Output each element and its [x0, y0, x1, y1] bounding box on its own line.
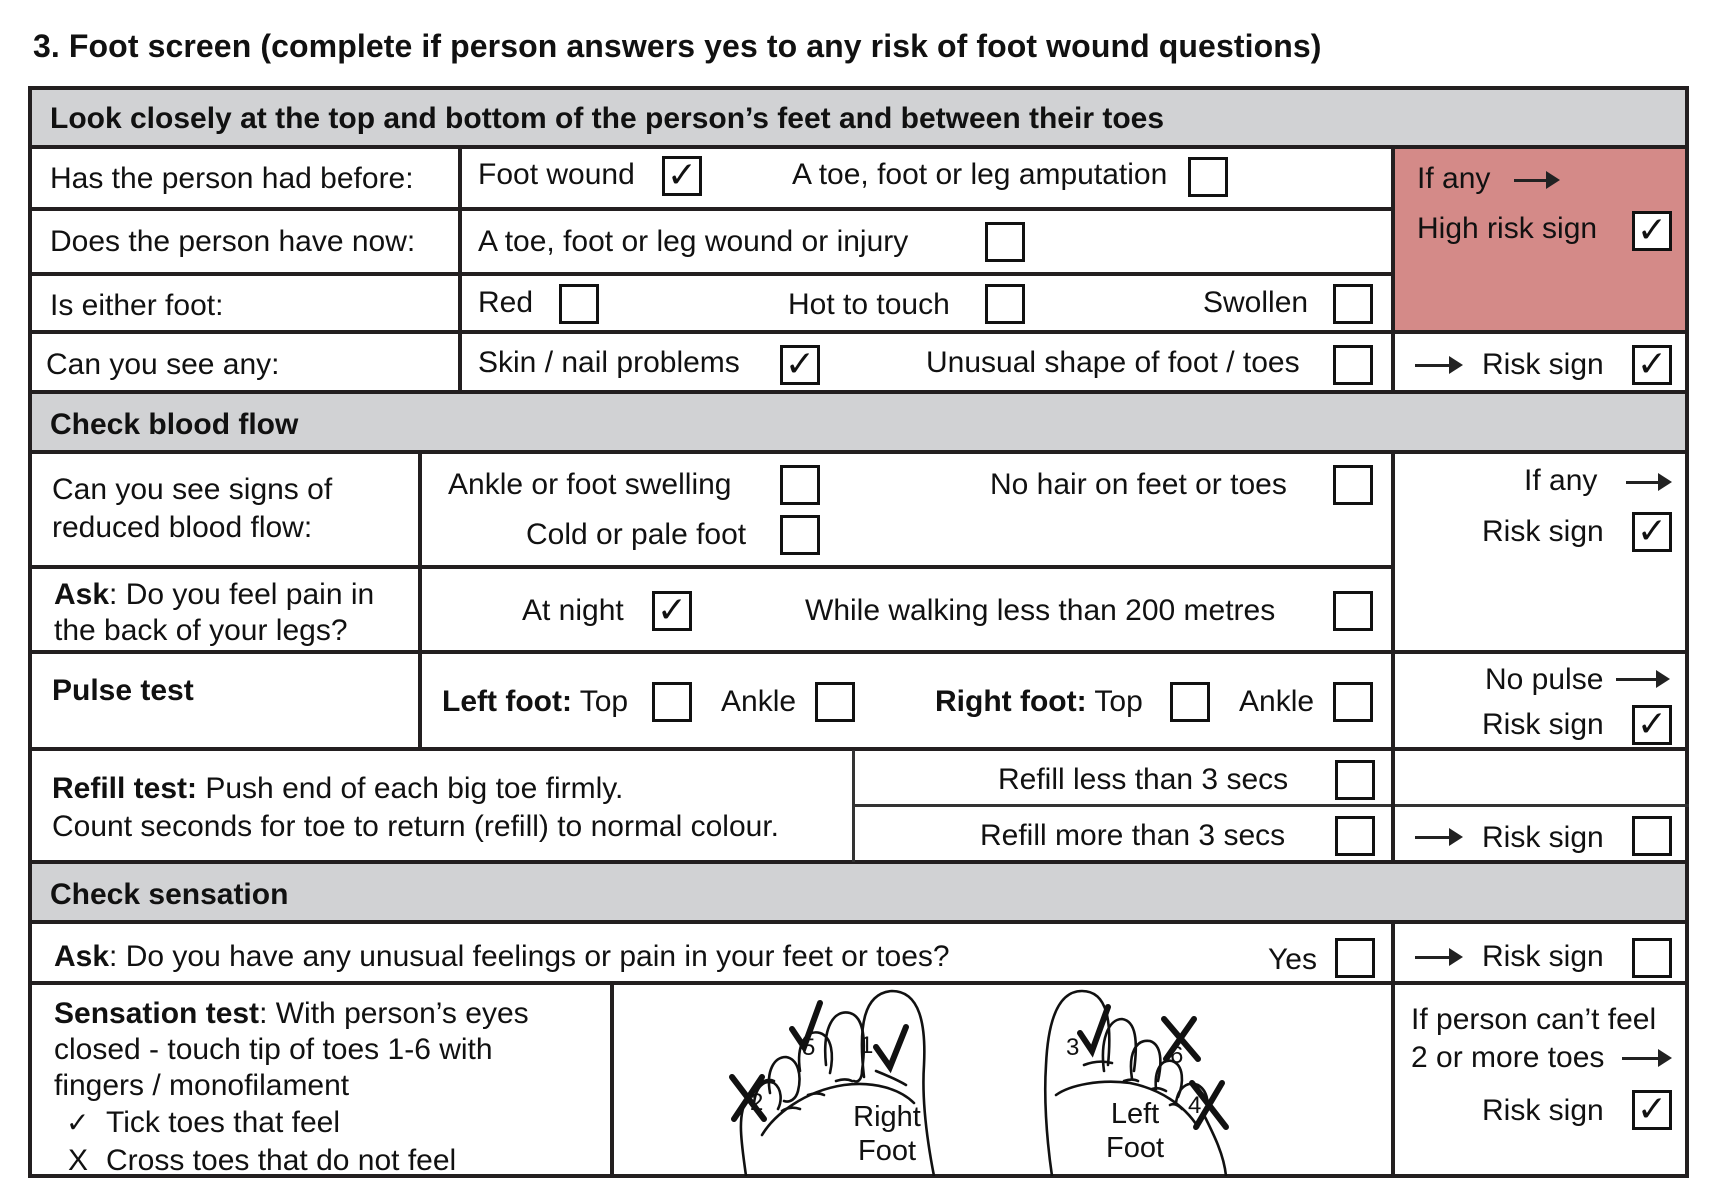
toe-number-6: 6 [1170, 1042, 1184, 1069]
risk-sign-label-sensation: Risk sign [1482, 940, 1604, 973]
arrow-right-icon [1626, 481, 1668, 484]
left-top-label: Top [579, 685, 629, 718]
check-icon: ✓ [1636, 1089, 1668, 1130]
foot-wound-checkbox[interactable] [662, 156, 702, 196]
row-label-see-any: Can you see any: [46, 348, 280, 381]
right-ankle-checkbox[interactable] [1333, 682, 1373, 722]
tick-toe-5-icon [792, 1003, 820, 1047]
hot-to-touch-label: Hot to touch [788, 288, 950, 321]
risk-sign-label-blood: Risk sign [1482, 515, 1604, 548]
divider [1391, 147, 1395, 392]
left-ankle-checkbox[interactable] [815, 682, 855, 722]
check-icon: ✓ [784, 344, 816, 385]
skin-nail-label: Skin / nail problems [478, 346, 740, 379]
yes-label: Yes [1268, 943, 1317, 976]
no-hair-label: No hair on feet or toes [990, 468, 1287, 501]
risk-sign-checkbox-pulse[interactable] [1632, 705, 1672, 745]
ask-label: Ask [54, 940, 110, 973]
unusual-shape-checkbox[interactable] [1333, 345, 1373, 385]
left-ankle-label: Ankle [721, 685, 797, 718]
foot-wound-label: Foot wound [478, 158, 635, 191]
cold-pale-checkbox[interactable] [780, 515, 820, 555]
swollen-checkbox[interactable] [1333, 284, 1373, 324]
risk-sign-checkbox-sensation[interactable] [1632, 938, 1672, 978]
divider [28, 272, 1395, 276]
current-wound-label: A toe, foot or leg wound or injury [478, 225, 909, 258]
risk-sign-checkbox-refill[interactable] [1632, 816, 1672, 856]
look-closely-heading: Look closely at the top and bottom of the person’s feet and between their toes [50, 102, 1165, 135]
arrow-right-icon [1415, 956, 1459, 959]
right-foot-label: Right foot: [935, 685, 1087, 718]
at-night-checkbox[interactable] [652, 591, 692, 631]
ankle-swelling-checkbox[interactable] [780, 465, 820, 505]
right-top-checkbox[interactable] [1170, 682, 1210, 722]
divider [418, 452, 422, 750]
tick-legend-icon: ✓ [66, 1107, 90, 1138]
toe-number-3: 3 [1066, 1034, 1080, 1061]
toe-number-1: 1 [860, 1032, 874, 1059]
amputation-checkbox[interactable] [1188, 157, 1228, 197]
refill-less-label: Refill less than 3 secs [998, 763, 1289, 796]
refill-instruction-line2: Count seconds for toe to return (refill) to normal colour. [52, 810, 780, 843]
at-night-label: At night [522, 594, 624, 627]
divider [28, 650, 1689, 654]
right-foot-label: Right Foot [853, 1101, 921, 1168]
cross-legend-icon: X [68, 1144, 89, 1177]
divider [28, 330, 1689, 334]
walking-label: While walking less than 200 metres [805, 594, 1276, 627]
risk-sign-label-sensation-test: Risk sign [1482, 1094, 1604, 1127]
swollen-label: Swollen [1203, 286, 1309, 319]
form-section-title: 3. Foot screen (complete if person answers yes to any risk of foot wound questions) [33, 28, 1322, 64]
hot-to-touch-checkbox[interactable] [985, 284, 1025, 324]
check-icon: ✓ [1636, 210, 1668, 251]
signs-label-line1: Can you see signs of [52, 473, 333, 506]
cross-legend-label: Cross toes that do not feel [106, 1144, 457, 1177]
risk-sign-checkbox-blood[interactable] [1632, 512, 1672, 552]
walking-checkbox[interactable] [1333, 591, 1373, 631]
sensation-test-line3: fingers / monofilament [54, 1069, 350, 1102]
amputation-label: A toe, foot or leg amputation [792, 158, 1168, 191]
refill-instruction-line1: Push end of each big toe firmly. [197, 772, 624, 805]
risk-sign-label-pulse: Risk sign [1482, 708, 1604, 741]
high-risk-sign-checkbox[interactable] [1632, 211, 1672, 251]
unusual-shape-label: Unusual shape of foot / toes [926, 346, 1300, 379]
divider [28, 390, 1689, 394]
left-foot-label: Left Foot [1105, 1098, 1165, 1165]
ankle-swelling-label: Ankle or foot swelling [448, 468, 732, 501]
sensation-test-line2: closed - touch tip of toes 1-6 with [54, 1033, 493, 1066]
divider [458, 147, 462, 392]
arrow-right-icon [1415, 364, 1459, 367]
toe-number-4: 4 [1188, 1092, 1202, 1119]
risk-sign-checkbox-sensation-test[interactable] [1632, 1090, 1672, 1130]
divider [28, 145, 1689, 149]
risk-sign-label: Risk sign [1482, 348, 1604, 381]
red-checkbox[interactable] [559, 284, 599, 324]
cold-pale-label: Cold or pale foot [526, 518, 747, 551]
row-label-have-now: Does the person have now: [50, 225, 416, 258]
sensation-yes-checkbox[interactable] [1335, 938, 1375, 978]
divider [28, 860, 1689, 864]
divider [28, 747, 1689, 751]
left-foot-label: Left foot: [442, 685, 572, 718]
arrow-right-icon [1616, 678, 1666, 681]
divider [1391, 922, 1395, 1178]
divider [28, 450, 1689, 454]
right-top-label: Top [1094, 685, 1143, 718]
divider [28, 207, 1395, 211]
feet-diagram [614, 985, 1391, 1176]
divider [28, 920, 1689, 924]
skin-nail-checkbox[interactable] [780, 345, 820, 385]
pain-question-line1: : Do you feel pain in [109, 578, 375, 611]
blood-flow-heading: Check blood flow [50, 408, 299, 441]
divider [1391, 452, 1395, 862]
row-label-either-foot: Is either foot: [50, 289, 224, 322]
check-icon: ✓ [1636, 344, 1668, 385]
current-wound-checkbox[interactable] [985, 222, 1025, 262]
refill-test-label: Refill test: [52, 772, 198, 805]
signs-label-line2: reduced blood flow: [52, 511, 313, 544]
rule-line1: If person can’t feel [1411, 1003, 1657, 1036]
refill-more-checkbox[interactable] [1335, 816, 1375, 856]
divider [852, 750, 855, 862]
refill-more-label: Refill more than 3 secs [980, 819, 1286, 852]
risk-sign-checkbox-look[interactable] [1632, 345, 1672, 385]
sensation-test-line1: : With person’s eyes [259, 997, 529, 1030]
sensation-heading: Check sensation [50, 878, 289, 911]
divider [28, 565, 1395, 569]
refill-less-checkbox[interactable] [1335, 760, 1375, 800]
divider [853, 804, 1689, 807]
high-risk-sign-label: High risk sign [1417, 212, 1598, 245]
toe-number-2: 2 [750, 1089, 764, 1116]
tick-toe-1-icon [876, 1027, 906, 1067]
pulse-test-label: Pulse test [52, 674, 194, 707]
left-top-checkbox[interactable] [652, 682, 692, 722]
rule-line2: 2 or more toes [1411, 1041, 1605, 1074]
toe-number-5: 5 [802, 1034, 816, 1061]
arrow-right-icon [1622, 1057, 1668, 1060]
risk-sign-label-refill: Risk sign [1482, 821, 1604, 854]
check-icon: ✓ [1636, 511, 1668, 552]
check-icon: ✓ [656, 590, 688, 631]
if-any-label-blood: If any [1524, 464, 1598, 497]
check-icon: ✓ [1636, 704, 1668, 745]
if-any-label: If any [1417, 162, 1491, 195]
right-ankle-label: Ankle [1239, 685, 1315, 718]
sensation-test-label: Sensation test [54, 997, 260, 1030]
arrow-right-icon [1415, 836, 1459, 839]
no-hair-checkbox[interactable] [1333, 465, 1373, 505]
tick-legend-label: Tick toes that feel [106, 1106, 340, 1139]
check-icon: ✓ [666, 155, 698, 196]
red-label: Red [478, 286, 534, 319]
sensation-question: : Do you have any unusual feelings or pain in your feet or toes? [109, 940, 950, 973]
row-label-had-before: Has the person had before: [50, 162, 414, 195]
no-pulse-label: No pulse [1485, 663, 1604, 696]
pain-question-line2: the back of your legs? [54, 614, 348, 647]
arrow-right-icon [1514, 179, 1556, 182]
ask-label: Ask [54, 578, 110, 611]
